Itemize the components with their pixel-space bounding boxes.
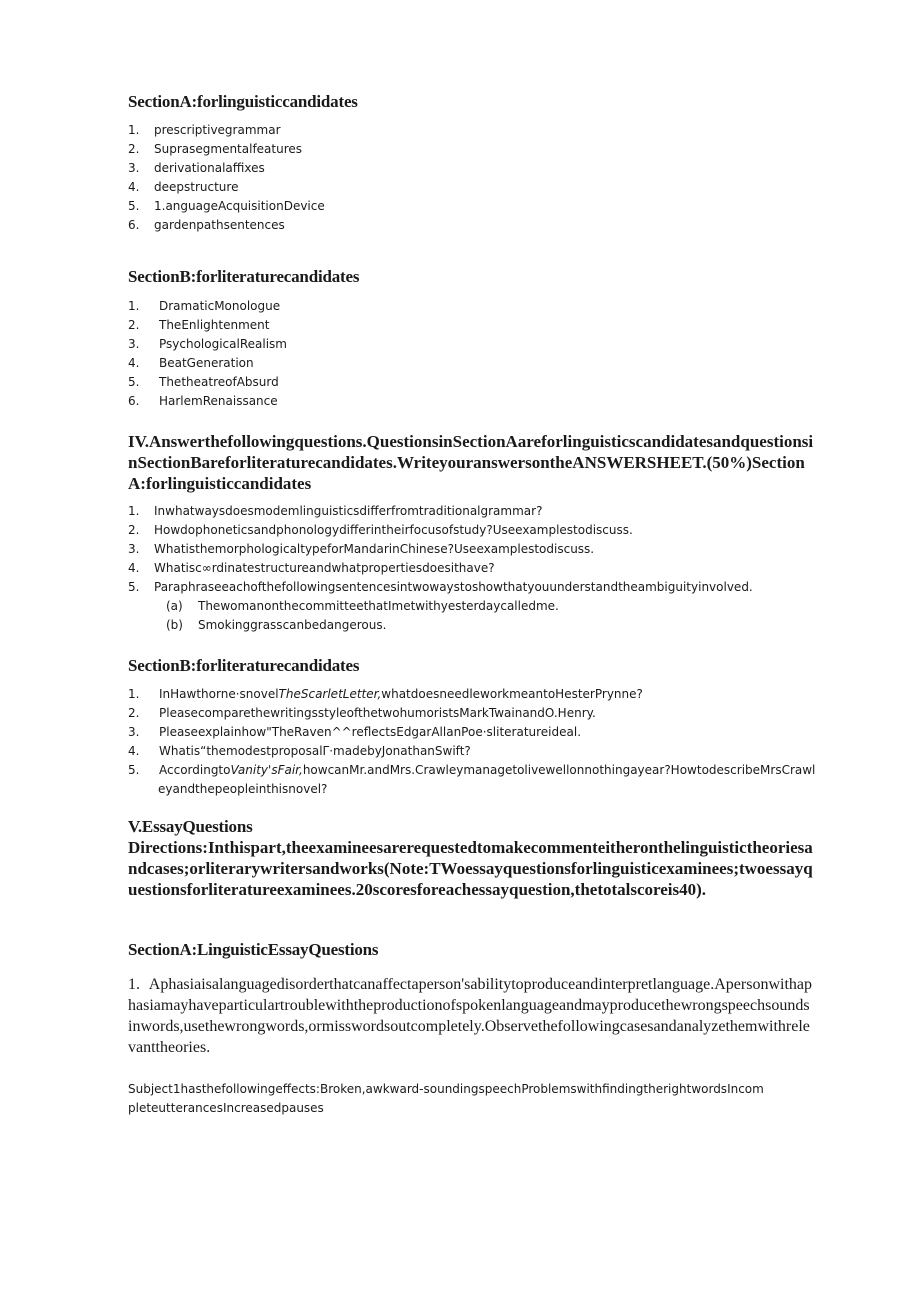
part-v-directions: Directions:Inthispart,theexamineesarerequestedtomakecommenteitheronthelinguistictheoriesandcases;orliterarywritersandworks(Note:TWoessayquestionsforlinguisticexaminees;twoessayquestionsforliteratureexaminees.20scoresforeachessayquestion,thetotalscoreis40).: [128, 838, 813, 899]
part-iv-section-b-heading: SectionB:forliteraturecandidates: [128, 656, 360, 675]
part-iv-section-b-question-list: [128, 685, 818, 799]
list-item: 3. PsychologicalRealism: [128, 337, 287, 351]
list-item: 5. 1.anguageAcquisitionDevice: [128, 199, 325, 213]
list-item: 2. TheEnlightenment: [128, 318, 270, 332]
section-b-term-list: [128, 297, 287, 411]
list-item: 2. Suprasegmentalfeatures: [128, 142, 303, 156]
list-item: 1. InHawthorne·snovelTheScarletLetter,whatdoesneedleworkmeantoHesterPrynne?: [128, 687, 643, 701]
list-item: 4. BeatGeneration: [128, 356, 254, 370]
list-item: 1. DramaticMonologue: [128, 299, 281, 313]
essay-section-a-heading: SectionA:LinguisticEssayQuestions: [128, 940, 379, 959]
list-item: 4. Whatis“themodestproposalΓ·madebyJonathanSwift?: [128, 744, 471, 758]
list-item: (a) ThewomanonthecommitteethatImetwithyesterdaycalledme.: [166, 599, 559, 613]
section-a-heading: SectionA:forlinguisticcandidates: [128, 92, 358, 111]
list-item: 1. prescriptivegrammar: [128, 123, 281, 137]
subject-1-effects: Subject1hasthefollowingeffects:Broken,awkward-soundingspeechProblemswithfindingtherightwordsIncompleteutterancesIncreasedpauses: [128, 1082, 764, 1115]
list-item: 2. Howdophoneticsandphonologydifferintheirfocusofstudy?Useexamplestodiscuss.: [128, 523, 633, 537]
list-item: 5. Paraphraseeachofthefollowingsentencesintwowaystoshowthatyouunderstandtheambiguityinvolved.: [128, 580, 753, 594]
list-item: 2. PleasecomparethewritingsstyleofthetwohumoristsMarkTwainandO.Henry.: [128, 706, 596, 720]
list-item: 1. Inwhatwaysdoesmodemlinguisticsdifferfromtraditionalgrammar?: [128, 504, 543, 518]
part-iv-heading: IV.Answerthefollowingquestions.QuestionsinSectionAareforlinguisticscandidatesandquestionsinSectionBareforliteraturecandidates.WriteyouranswersontheANSWERSHEET.(50%)SectionA:forlinguisticcandidates: [128, 432, 814, 493]
list-item: 3. Pleaseexplainhow"TheRaven^^reflectsEdgarAllanPoe·sliteratureideal.: [128, 725, 582, 739]
list-item: (b) Smokinggrasscanbedangerous.: [166, 618, 387, 632]
list-item: 4. Whatisc∞rdinatestructureandwhatpropertiesdoesithave?: [128, 561, 495, 575]
part-v-title: V.EssayQuestions: [128, 817, 253, 836]
list-item: 6. HarlemRenaissance: [128, 394, 278, 408]
list-item: 6. gardenpathsentences: [128, 218, 285, 232]
essay-question-1: 1. Aphasiaisalanguagedisorderthatcanaffectaperson'sabilitytoproduceandinterpretlanguage.Apersonwithaphasiamayhaveparticulartroublewiththeproductionofspokenlanguageandmayproducethewrongspeechsoundsinwords,usethewrongwords,ormisswordsoutcompletely.Observethefollowingcasesandanalyzethemwithrelevanttheories.: [128, 976, 812, 1056]
list-item: 5. ThetheatreofAbsurd: [128, 375, 279, 389]
section-b-heading: SectionB:forliteraturecandidates: [128, 267, 360, 286]
section-a-term-list: [128, 121, 325, 235]
list-item: 3. derivationalaffixes: [128, 161, 265, 175]
list-item: 4. deepstructure: [128, 180, 239, 194]
list-item: 3. WhatisthemorphologicaltypeforMandarinChinese?Useexamplestodiscuss.: [128, 542, 595, 556]
list-item: 5. AccordingtoVanity'sFair,howcanMr.andMrs.Crawleymanagetolivewellonnothingayear?HowtodescribeMrsCrawleyandthepeopleinthisnovel?: [128, 763, 816, 796]
part-iv-question-list: [128, 502, 753, 635]
